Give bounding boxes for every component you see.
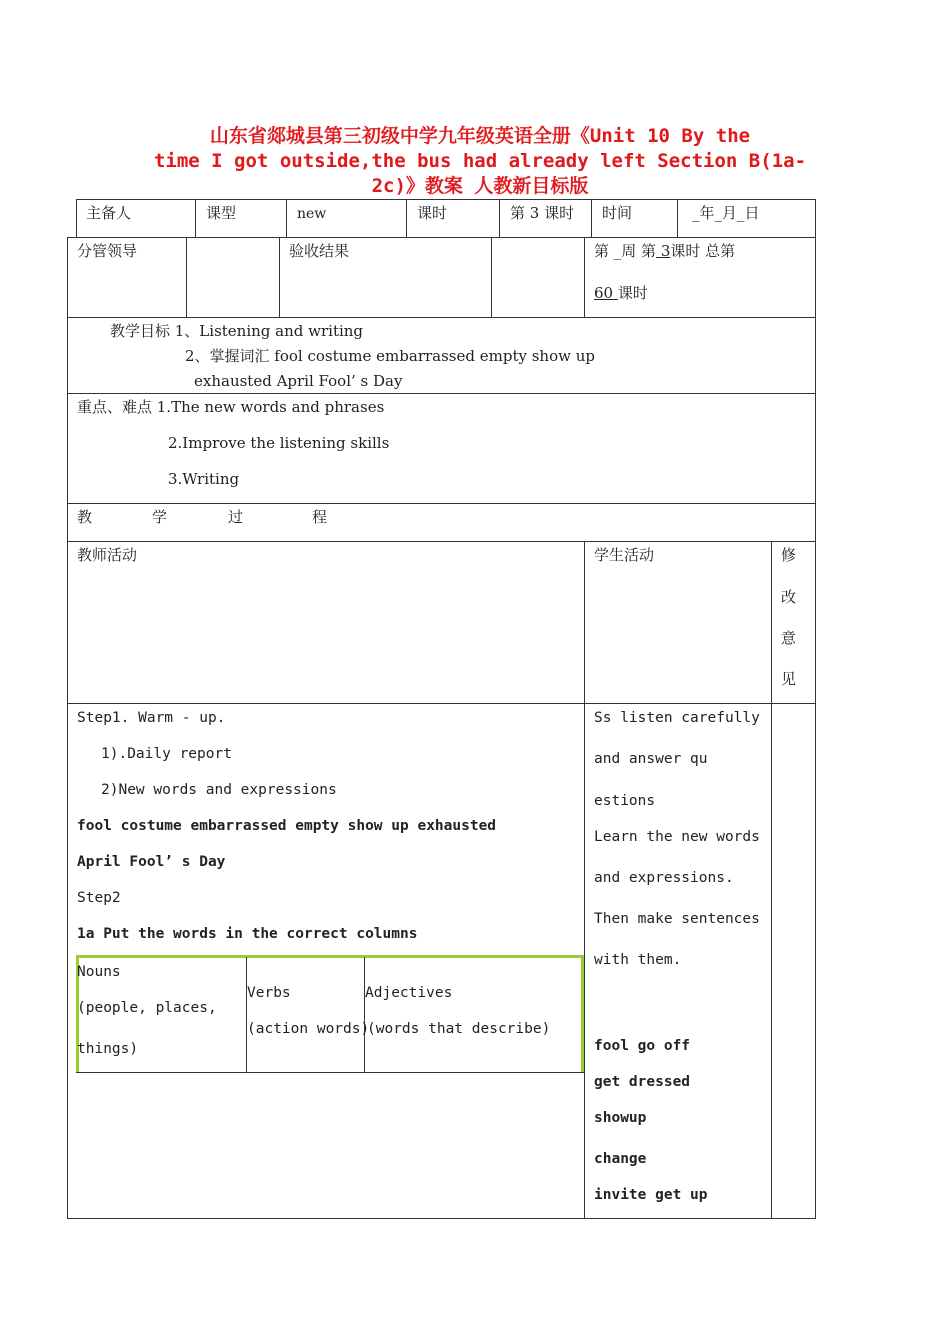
step1: Step1. Warm - up. bbox=[77, 710, 226, 726]
process-char-4: 程 bbox=[312, 508, 328, 526]
title-line-3: 2c)》教案 人教新目标版 bbox=[371, 175, 589, 197]
student-word-3: showup bbox=[594, 1110, 647, 1126]
process-char-1: 教 bbox=[77, 508, 93, 526]
student-word-1: fool go off bbox=[594, 1038, 691, 1054]
type-label: 课型 bbox=[206, 204, 237, 222]
title-line-1: 山东省郯城县第三初级中学九年级英语全册《Unit 10 By the bbox=[209, 125, 751, 147]
time-value: _年_月_日 bbox=[692, 204, 760, 222]
result-label: 验收结果 bbox=[289, 242, 350, 260]
nouns-desc-text: (people, places, bbox=[77, 1000, 217, 1016]
title-line-2: time I got outside,the bus had already left Section B(1a- bbox=[153, 150, 807, 172]
leader-label: 分管领导 bbox=[77, 242, 138, 260]
student-line-7: with them. bbox=[594, 952, 682, 968]
goals-line-1: 教学目标 1、Listening and writing bbox=[110, 322, 364, 340]
adjectives-desc: (words that describe) bbox=[367, 1021, 551, 1037]
student-word-4: change bbox=[594, 1151, 647, 1167]
key-points-line-1: 重点、难点 1.The new words and phrases bbox=[77, 398, 385, 416]
period-value: 第 3 课时 bbox=[510, 204, 575, 222]
time-label: 时间 bbox=[602, 204, 633, 222]
process-char-3: 过 bbox=[228, 508, 244, 526]
nouns-desc-2: things) bbox=[77, 1041, 139, 1057]
step2: Step2 bbox=[77, 890, 121, 906]
teacher-activity-header: 教师活动 bbox=[77, 546, 138, 564]
document-title bbox=[150, 124, 810, 199]
key-points-line-3: 3.Writing bbox=[168, 470, 240, 488]
preparer-label: 主备人 bbox=[86, 204, 132, 222]
student-activity-header: 学生活动 bbox=[594, 546, 655, 564]
week-text: 第 _周 第 bbox=[594, 242, 657, 260]
adjectives-label: Adjectives bbox=[365, 985, 453, 1001]
student-line-3: estions bbox=[594, 793, 656, 809]
lesson-suffix: 课时 总第 bbox=[670, 242, 736, 260]
total-number: 60 bbox=[594, 284, 618, 302]
student-line-2: and answer qu bbox=[594, 751, 708, 767]
goals-line-2: 2、掌握词汇 fool costume embarrassed empty show up bbox=[185, 347, 595, 365]
total-suffix: 课时 bbox=[617, 284, 648, 302]
verbs-label: Verbs bbox=[247, 985, 291, 1001]
period-label: 课时 bbox=[417, 204, 448, 222]
revision-header-3: 意 bbox=[781, 629, 797, 647]
student-word-2: get dressed bbox=[594, 1074, 691, 1090]
week-info bbox=[594, 242, 735, 260]
key-points-line-2: 2.Improve the listening skills bbox=[168, 434, 390, 452]
revision-header-2: 改 bbox=[781, 588, 797, 606]
process-char-2: 学 bbox=[152, 508, 168, 526]
student-word-5: invite get up bbox=[594, 1187, 708, 1203]
task-1a: 1a Put the words in the correct columns bbox=[77, 926, 418, 942]
daily-report: 1).Daily report bbox=[101, 746, 232, 762]
student-line-4: Learn the new words bbox=[594, 829, 760, 845]
student-line-6: Then make sentences bbox=[594, 911, 760, 927]
nouns-label: Nouns bbox=[77, 964, 121, 980]
goals-line-3: exhausted April Fool’ s Day bbox=[194, 372, 403, 390]
words-line-2: April Fool’ s Day bbox=[77, 854, 226, 870]
verbs-desc: (action words) bbox=[247, 1021, 370, 1037]
type-value: new bbox=[297, 206, 327, 222]
words-line-1: fool costume embarrassed empty show up exhausted bbox=[77, 818, 497, 834]
total-info bbox=[594, 284, 648, 302]
new-words-heading: 2)New words and expressions bbox=[101, 782, 337, 798]
student-line-1: Ss listen carefully bbox=[594, 710, 760, 726]
student-line-5: and expressions. bbox=[594, 870, 734, 886]
lesson-number: 3 bbox=[656, 242, 671, 260]
nouns-desc-1 bbox=[77, 999, 245, 1017]
revision-header-4: 见 bbox=[781, 670, 797, 688]
revision-header-1: 修 bbox=[781, 546, 797, 564]
